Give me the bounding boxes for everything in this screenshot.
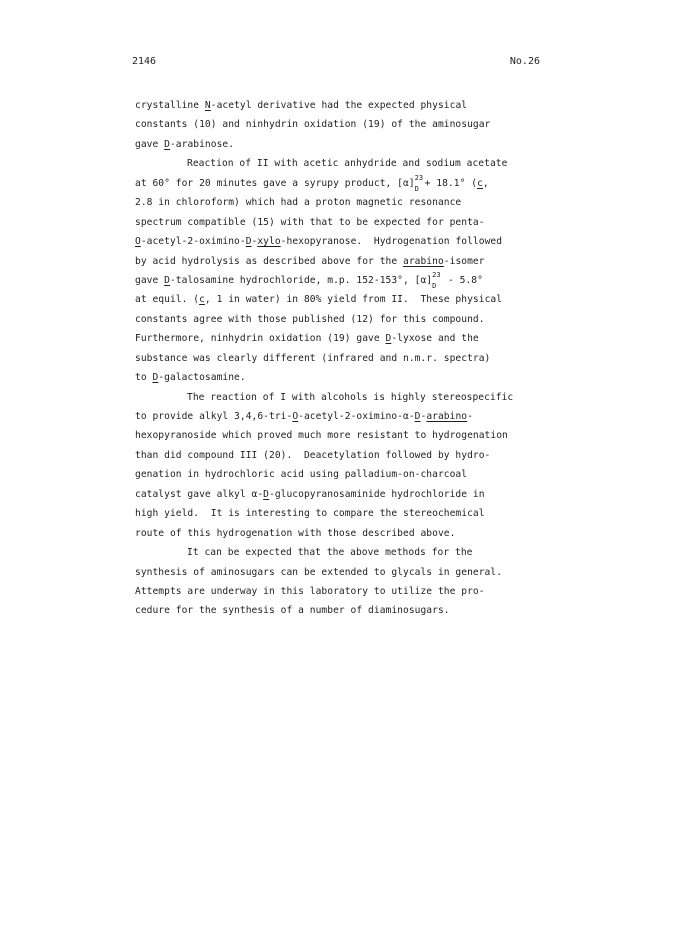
text-line: Attempts are underway in this laboratory to utilize the pro-: [135, 585, 485, 597]
paragraph-2: [135, 154, 575, 387]
text-line: high yield. It is interesting to compare the stereochemical: [135, 508, 485, 520]
text-line: synthesis of aminosugars can be extended to glycals in general.: [135, 566, 503, 578]
text-line: at 60° for 20 minutes gave a syrupy product, [α] 23 D + 18.1° (c,: [135, 173, 489, 193]
text-line: crystalline N-acetyl derivative had the expected physical: [135, 100, 468, 111]
rotation-scripts: 23 D: [414, 173, 424, 193]
text-line: by acid hydrolysis as described above for the arabino-isomer: [135, 255, 485, 267]
body-text: [135, 96, 575, 621]
text-line: The reaction of I with alcohols is highly stereospecific: [187, 391, 514, 403]
text-line: constants (10) and ninhydrin oxidation (19) of the aminosugar: [135, 119, 491, 131]
text-line: substance was clearly different (infrared and n.m.r. spectra): [135, 352, 491, 364]
text-line: to D-galactosamine.: [135, 372, 246, 384]
text-line: hexopyranoside which proved much more resistant to hydrogenation: [135, 430, 508, 442]
page-number: 2146: [132, 56, 157, 67]
text-line: at equil. (c, 1 in water) in 80% yield from II. These physical: [135, 294, 503, 306]
text-line: genation in hydrochloric acid using palladium-on-charcoal: [135, 469, 468, 481]
paragraph-3: [135, 388, 575, 544]
text-line: gave D-talosamine hydrochloride, m.p. 152-153°, [α] 23 D - 5.8°: [135, 270, 483, 290]
paragraph-4: [135, 543, 575, 621]
text-line: catalyst gave alkyl α-D-glucopyranosaminide hydrochloride in: [135, 488, 485, 500]
text-line: than did compound III (20). Deacetylation followed by hydro-: [135, 449, 491, 461]
text-line: route of this hydrogenation with those described above.: [135, 527, 456, 539]
paragraph-1: [135, 96, 575, 154]
text-line: spectrum compatible (15) with that to be expected for penta-: [135, 216, 485, 228]
rotation-scripts: 23 D: [432, 270, 441, 290]
text-line: gave D-arabinose.: [135, 138, 235, 150]
text-line: Furthermore, ninhydrin oxidation (19) gave D-lyxose and the: [135, 333, 479, 345]
issue-number: No.26: [509, 56, 540, 67]
text-line: It can be expected that the above methods for the: [187, 547, 473, 559]
text-line: constants agree with those published (12) for this compound.: [135, 313, 485, 325]
text-line: to provide alkyl 3,4,6-tri-O-acetyl-2-oximino-α-D-arabino-: [135, 411, 473, 422]
text-line: cedure for the synthesis of a number of diaminosugars.: [135, 605, 450, 617]
text-line: O-acetyl-2-oximino-D-xylo-hexopyranose. Hydrogenation followed: [135, 236, 503, 248]
text-line: Reaction of II with acetic anhydride and sodium acetate: [187, 158, 508, 170]
text-line: 2.8 in chloroform) which had a proton magnetic resonance: [135, 197, 462, 209]
